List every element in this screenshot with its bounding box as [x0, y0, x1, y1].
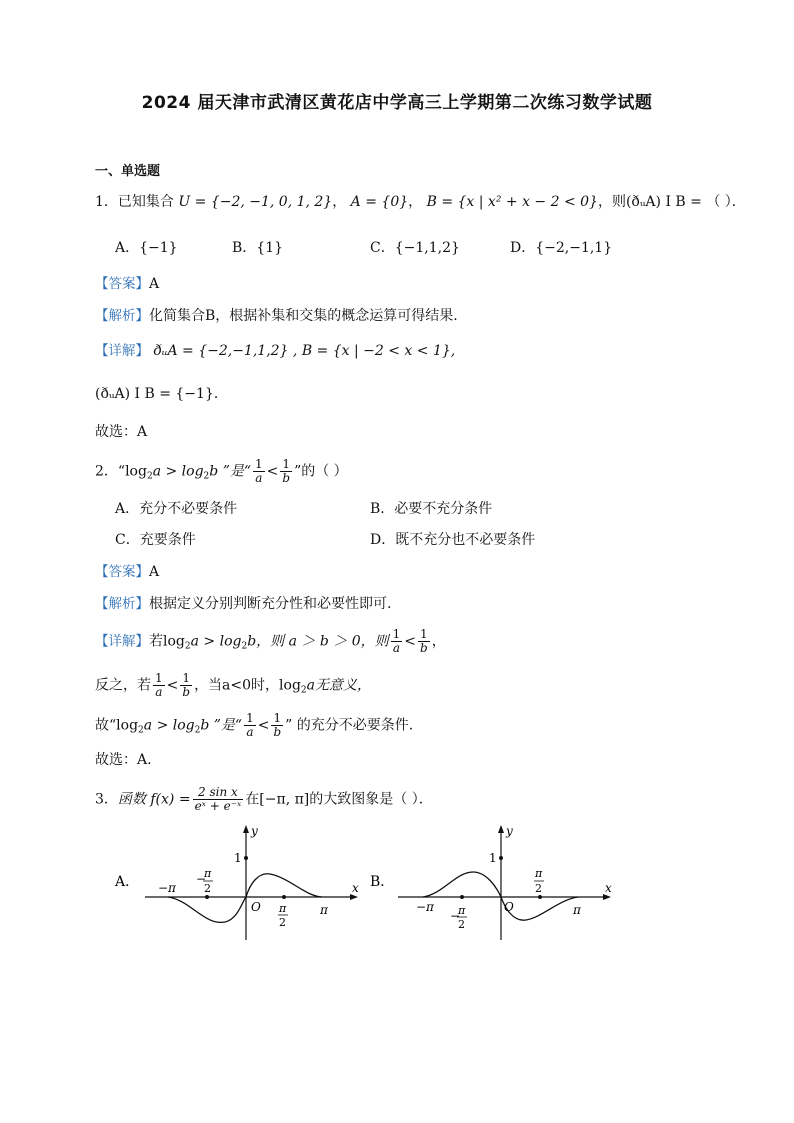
denominator: eˣ + e⁻ˣ [194, 799, 242, 813]
numerator: 2 sin x [193, 786, 244, 800]
log-base: 2 [194, 725, 201, 736]
option-d: D．{−2,−1,1} [510, 240, 613, 256]
y-axis-arrow [498, 825, 504, 833]
numerator: 1 [271, 712, 283, 726]
question-text: 在[−π, π]的大致图象是（ ）． [245, 791, 433, 808]
option-c: C．{−1,1,2} [370, 240, 460, 256]
stem-part: ”的（ ） [294, 463, 348, 480]
stem-part: b ”是“ [209, 463, 252, 480]
log-base: 2 [203, 471, 210, 482]
fraction [391, 628, 403, 655]
pi-half-num: π [535, 867, 543, 880]
neg-pi-half-num: π [204, 867, 212, 880]
analysis-text: 根据定义分别判断充分性和必要性即可. [149, 596, 392, 612]
question-1-stem: 1．已知集合 U = {−2, −1, 0, 1, 2}， A = {0}， B = {x | x² + x − 2 < 0}，则(ðᵤA) I B = （ ）． [95, 194, 746, 210]
analysis-tag: 【解析】 [95, 308, 149, 324]
denominator: b [282, 471, 291, 485]
neg-pi-half-den: 2 [458, 918, 465, 931]
option-a: A．充分不必要条件 [115, 501, 238, 517]
neg-pi-half-num: π [458, 904, 466, 917]
answer-value: A [149, 564, 160, 580]
function-curve [168, 874, 322, 923]
page-title: 2024 届天津市武清区黄花店中学高三上学期第二次练习数学试题 [141, 93, 653, 113]
denominator: a [255, 471, 263, 485]
pi-half-den: 2 [279, 916, 286, 929]
answer-tag: 【答案】 [95, 564, 149, 580]
detail-line-3: 故“$\log_2a > \log_2b$ ”是“ $\frac{1}{a}$ < $\frac{1}{b}$ ” 的充分不必要条件. [95, 711, 414, 739]
log-base: 2 [241, 641, 248, 652]
fraction [271, 712, 283, 739]
detail-part: 反之，若 [95, 677, 151, 694]
answer-line [95, 562, 159, 582]
option-label: B． [370, 874, 395, 890]
question-ask: ，则(ðᵤA) I B = （ ）． [597, 194, 746, 210]
graph-option-a [110, 822, 370, 947]
fraction [280, 458, 292, 485]
analysis-text: 化简集合B，根据补集和交集的概念运算可得结果. [149, 308, 458, 324]
detail-part: b，则 a ＞ b ＞ 0，则 [247, 633, 389, 650]
denominator: a [392, 641, 401, 655]
denominator: b [420, 641, 428, 655]
set-b-expression: B = {x | x² + x − 2 < 0} [426, 194, 598, 210]
y-axis-arrow [243, 825, 249, 833]
answer-value: A [149, 276, 160, 292]
denominator: b [273, 725, 282, 739]
log-base: 2 [138, 725, 144, 736]
numerator: 1 [418, 628, 430, 642]
detail-part: b ”是“ [200, 717, 243, 734]
fraction [253, 458, 265, 485]
question-number: 1． [95, 194, 118, 210]
question-2-stem: 2．“$\log_2a > \log_2b$ ”是“ $\frac{1}{a}$ < $\frac{1}{b}$ ”的（ ） [95, 457, 348, 485]
numerator: 1 [392, 627, 401, 641]
neg-pi-half-minus: − [196, 872, 207, 886]
stem-part: a > log [152, 463, 204, 480]
neg-pi-half-dot [205, 895, 209, 899]
detail-part: 若log [149, 633, 185, 650]
pi-half-num: π [279, 902, 287, 915]
y-label: y [251, 824, 258, 838]
detail-line [95, 341, 455, 361]
log-base: 2 [300, 685, 307, 696]
pi-half-dot [538, 895, 542, 899]
neg-pi-label: −π [416, 900, 434, 914]
pi-half-den: 2 [535, 882, 542, 895]
question-text: 已知集合 [117, 194, 174, 210]
set-u-expression: U = {−2, −1, 0, 1, 2} [178, 194, 333, 210]
pi-label: π [573, 903, 581, 917]
option-a: A．{−1} [115, 240, 178, 256]
detail-tag: 【详解】 [95, 633, 149, 650]
detail-text: ðᵤA = {−2,−1,1,2} , B = {x | −2 < x < 1}, [153, 343, 456, 359]
detail-part: a > log [143, 717, 195, 734]
tick-one-dot [244, 856, 248, 860]
neg-pi-half-minus: − [450, 909, 461, 923]
denominator: a [246, 725, 254, 739]
pi-half-dot [282, 895, 286, 899]
answer-tag: 【答案】 [95, 276, 149, 292]
analysis-line [95, 594, 391, 614]
origin-label: O [504, 900, 514, 914]
function-label: 函数 f(x) = [117, 791, 191, 808]
detail-tag: 【详解】 [95, 343, 149, 359]
question-number: 3． [95, 791, 118, 808]
analysis-line [95, 306, 458, 326]
fraction [244, 712, 256, 739]
numerator: 1 [155, 671, 163, 685]
section-heading: 一、单选题 [95, 164, 161, 179]
fraction [180, 672, 192, 699]
detail-part: a > log [190, 633, 242, 650]
origin-label: O [251, 900, 261, 914]
tick-one-dot [499, 856, 503, 860]
detail-part: ” 的充分不必要条件. [285, 717, 414, 734]
option-d: D．既不充分也不必要条件 [370, 532, 536, 548]
numerator: 1 [180, 672, 192, 686]
tick-one: 1 [234, 851, 242, 865]
detail-result: (ðᵤA) I B = {−1}． [95, 386, 228, 402]
detail-part: 故“log [95, 717, 139, 734]
neg-pi-label: −π [158, 881, 176, 895]
option-b: B．{1} [232, 240, 284, 256]
neg-pi-half-dot [460, 895, 464, 899]
option-b: B．必要不充分条件 [370, 501, 493, 517]
detail-part: ，当a<0时，log [194, 677, 301, 694]
analysis-tag: 【解析】 [95, 596, 149, 612]
function-fraction [193, 786, 244, 813]
choose-line: 故选：A [95, 424, 148, 440]
answer-line [95, 274, 159, 294]
numerator: 1 [255, 457, 263, 471]
option-c: C．充要条件 [115, 532, 196, 548]
x-label: x [352, 881, 359, 895]
log-base: 2 [184, 641, 191, 652]
denominator: a [155, 685, 163, 699]
y-label: y [506, 824, 513, 838]
detail-part: a无意义， [306, 677, 372, 694]
numerator: 1 [246, 711, 254, 725]
detail-line-2: 反之，若 $\frac{1}{a}$ < $\frac{1}{b}$ ，当a<0时，$\log_2a$无意义， [95, 671, 372, 699]
question-3-stem [95, 786, 433, 813]
numerator: 1 [280, 458, 292, 472]
denominator: b [182, 685, 191, 699]
option-label: A． [115, 874, 140, 890]
pi-label: π [320, 903, 328, 917]
graph-option-b [368, 822, 628, 947]
fraction [153, 672, 165, 699]
log-base: 2 [146, 471, 153, 482]
question-number: 2． [95, 463, 118, 480]
detail-line: 【详解】若$\log_2a > \log_2b$，则 a ＞ b ＞ 0，则 $\frac{1}{a}$ < $\frac{1}{b}$ ， [95, 627, 446, 655]
x-label: x [605, 881, 612, 895]
fraction [418, 628, 430, 655]
tick-one: 1 [489, 851, 497, 865]
choose-line: 故选：A. [95, 752, 152, 768]
stem-part: “log [117, 463, 147, 480]
neg-pi-half-den: 2 [204, 882, 211, 895]
set-a-expression: A = {0} [350, 194, 409, 210]
